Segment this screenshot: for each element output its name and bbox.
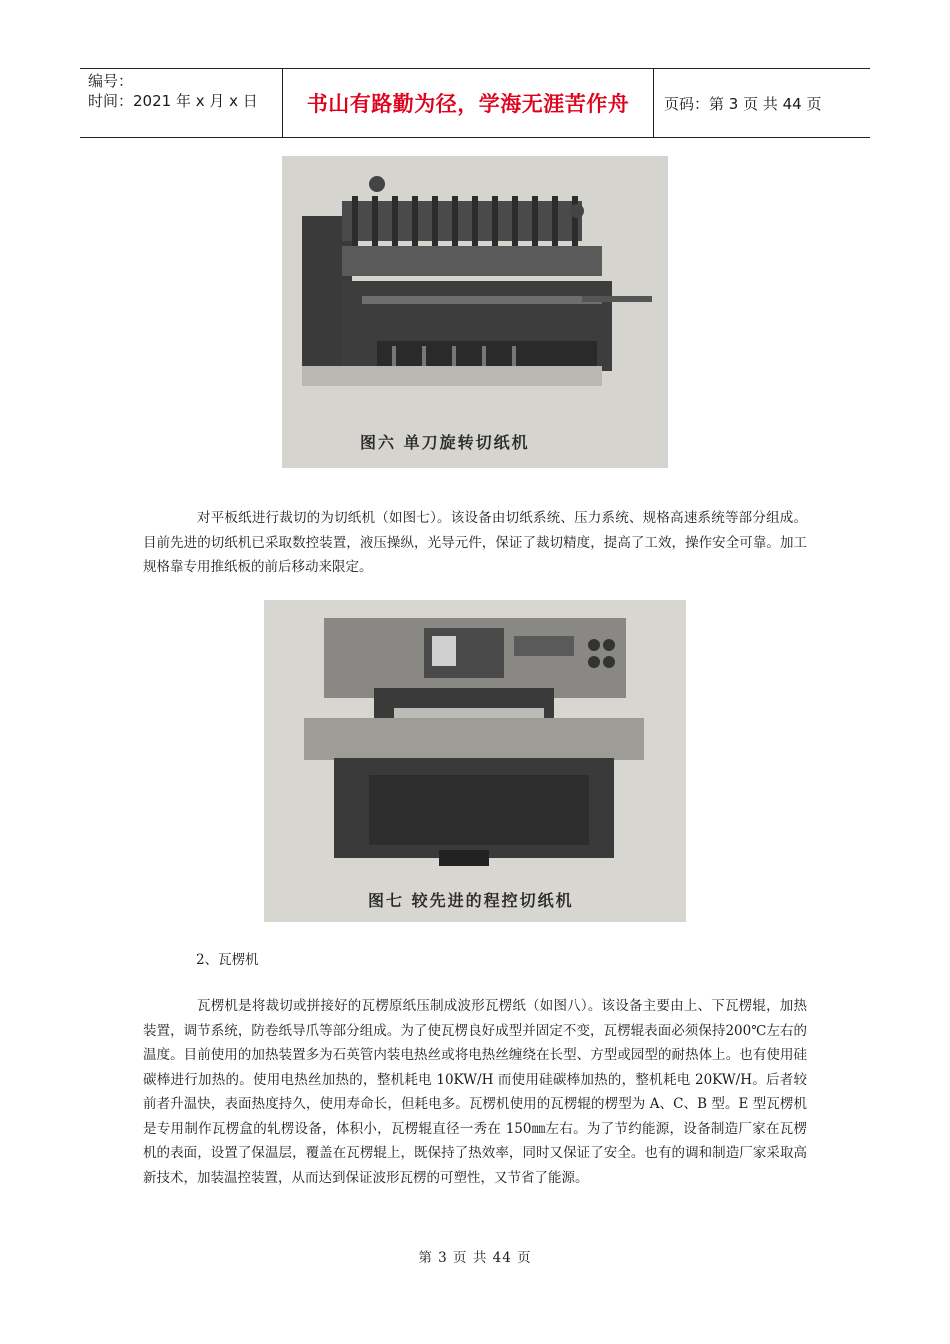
page-footer: 第 3 页 共 44 页 [418, 1250, 532, 1266]
page-header [80, 68, 870, 138]
figure7-caption: 图七 较先进的程控切纸机 [368, 891, 574, 910]
section-title-corrugator: 2、瓦楞机 [196, 952, 259, 968]
header-page-info: 页码：第 3 页 共 44 页 [664, 94, 822, 113]
header-motto: 书山有路勤为径，学海无涯苦作舟 [282, 69, 654, 137]
document-date: 时间：2021 年 x 月 x 日 [88, 92, 258, 110]
figure6-caption: 图六 单刀旋转切纸机 [360, 433, 530, 452]
figure-rotary-cutter-photo [282, 156, 668, 468]
document-number-label: 编号： [88, 72, 134, 90]
paragraph-paper-cutter: 对平板纸进行裁切的为切纸机（如图七）。该设备由切纸系统、压力系统、规格高速系统等部分组成。目前先进的切纸机已采取数控装置，液压操纵，光导元件，保证了裁切精度，提高了工效，操作安全可靠。加工规格靠专用推纸板的前后移动来限定。 [143, 510, 807, 575]
paragraph-corrugator: 瓦楞机是将裁切或拼接好的瓦楞原纸压制成波形瓦楞纸（如图八）。该设备主要由上、下瓦楞辊，加热装置，调节系统，防卷纸导爪等部分组成。为了使瓦楞良好成型并固定不变，瓦楞辊表面必须保持200℃左右的温度。目前使用的加热装置多为石英管内装电热丝或将电热丝缠绕在长型、方型或园型的耐热体上。也有使用硅碳棒进行加热的。使用电热丝加热的，整机耗电 10KW/H 而使用硅碳棒加热的，整机耗电 20KW/H。后者较前者升温快，表面热度持久，使用寿命长，但耗电多。瓦楞机使用的瓦楞辊的楞型为 A、C、B 型。E 型瓦楞机是专用制作瓦楞盒的轧楞设备，体积小，瓦楞辊直径一秀在 150㎜左右。为了节约能源，设备制造厂家在瓦楞机的表面，设置了保温层，覆盖在瓦楞辊上，既保持了热效率，同时又保证了安全。也有的调和制造厂家采取高新技术，加装温控装置，从而达到保证波形瓦楞的可塑性，又节省了能源。 [143, 998, 807, 1186]
header-meta [80, 69, 282, 137]
rotary-cutter-illustration [282, 156, 668, 468]
figure-program-cutter-photo [264, 600, 686, 922]
program-cutter-illustration [264, 600, 686, 922]
